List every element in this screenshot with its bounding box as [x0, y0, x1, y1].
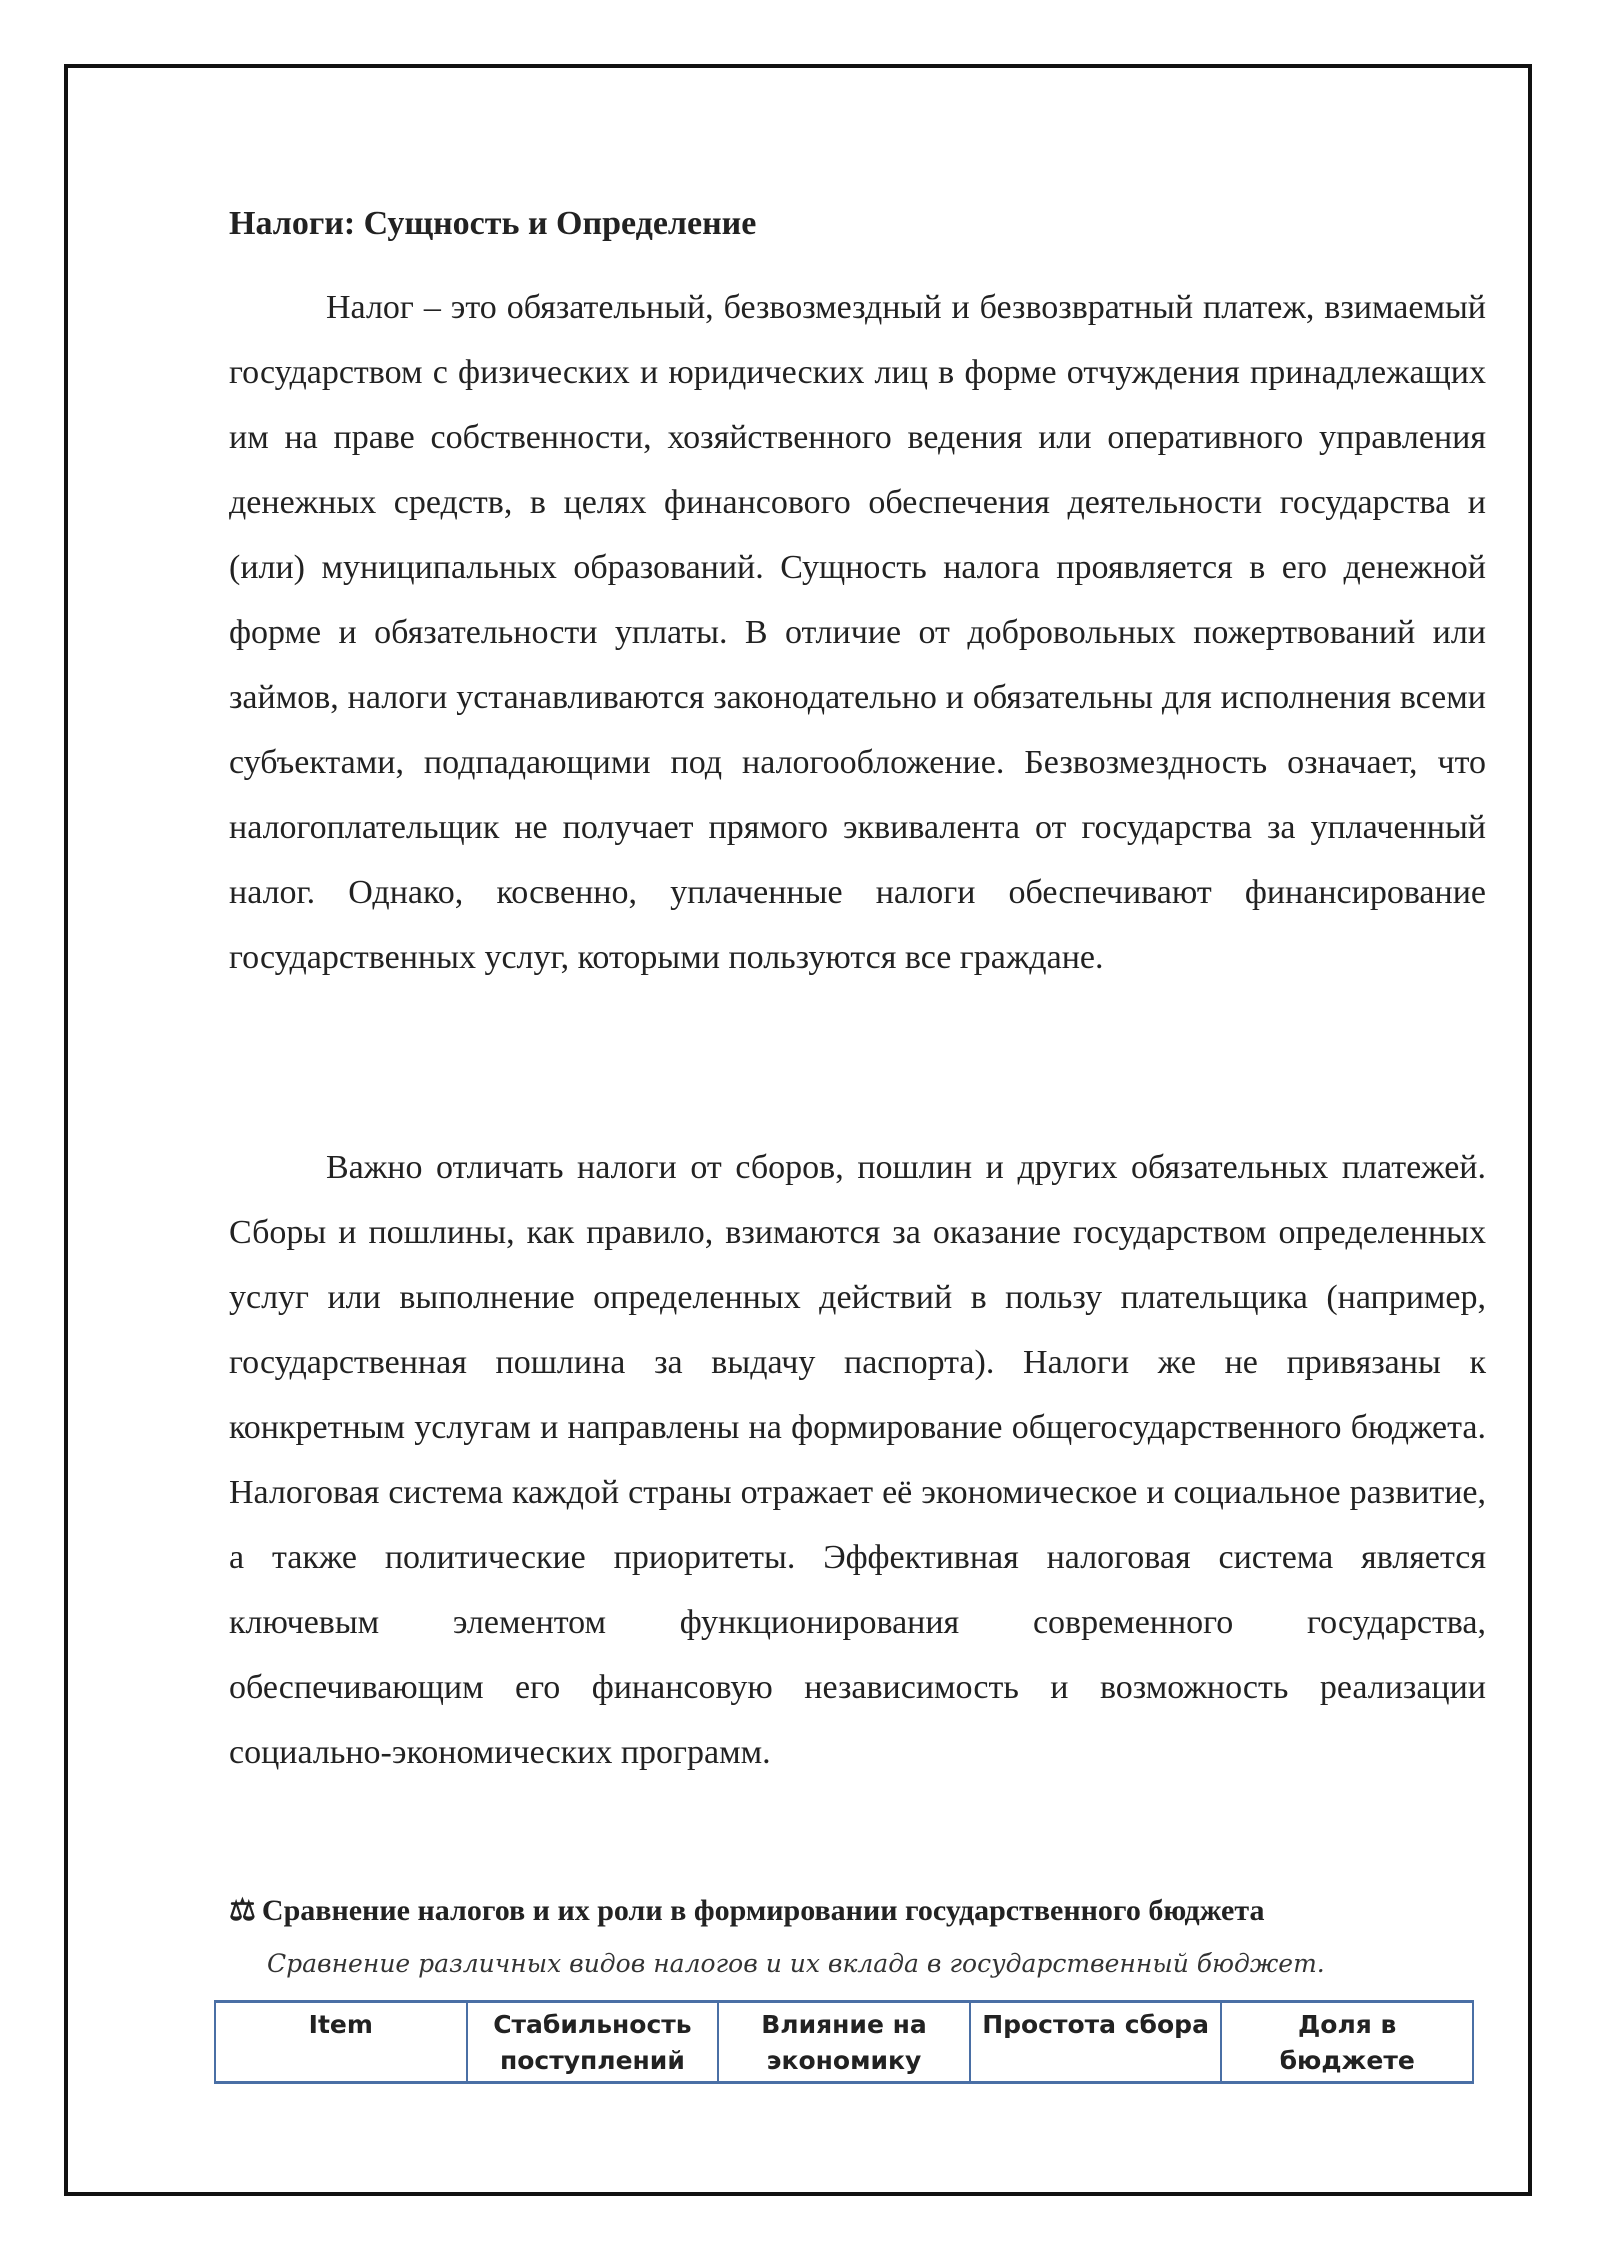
- header-budget-share: Доля в бюджете: [1221, 2002, 1473, 2083]
- comparison-table: [214, 2000, 1474, 2084]
- paragraph-definition: Налог – это обязательный, безвозмездный и безвозвратный платеж, взимаемый государством с физических и юридических лиц в форме отчуждения принадлежащих им на праве собственности, хозяйственного ведения или оперативного управления денежных средств, в целях финансового обеспечения деятельности государства и (или) муниципальных образований. Сущность налога проявляется в его денежной форме и обязательности уплаты. В отличие от добровольных пожертвований или займов, налоги устанавливаются законодательно и обязательны для исполнения всеми субъектами, подпадающими под налогообложение. Безвозмездность означает, что налогоплательщик не получает прямого эквивалента от государства за уплаченный налог. Однако, косвенно, уплаченные налоги обеспечивают финансирование государственных услуг, которыми пользуются все граждане.: [229, 289, 1486, 976]
- header-item: Item: [215, 2002, 467, 2083]
- document-title: Налоги: Сущность и Определение: [229, 205, 757, 242]
- header-collection-simplicity: Простота сбора: [970, 2002, 1222, 2083]
- table-caption: [229, 1886, 1264, 1936]
- header-stability: Стабильность поступлений: [467, 2002, 719, 2083]
- scale-icon: ⚖: [229, 1894, 256, 1927]
- table-caption-text: Сравнение налогов и их роли в формировании государственного бюджета: [261, 1894, 1265, 1927]
- paragraph-distinction: Важно отличать налоги от сборов, пошлин и других обязательных платежей. Сборы и пошлины, как правило, взимаются за оказание государством определенных услуг или выполнение определенных действий в пользу плательщика (например, государственная пошлина за выдачу паспорта). Налоги же не привязаны к конкретным услугам и направлены на формирование общегосударственного бюджета. Налоговая система каждой страны отражает её экономическое и социальное развитие, а также политические приоритеты. Эффективная налоговая система является ключевым элементом функционирования современного государства, обеспечивающим его финансовую независимость и возможность реализации социально-экономических программ.: [229, 1149, 1486, 1771]
- table-header-row: [215, 2002, 1473, 2083]
- header-economy-impact: Влияние на экономику: [718, 2002, 970, 2083]
- table-subcaption: Сравнение различных видов налогов и их вклада в государственный бюджет.: [267, 1949, 1325, 1978]
